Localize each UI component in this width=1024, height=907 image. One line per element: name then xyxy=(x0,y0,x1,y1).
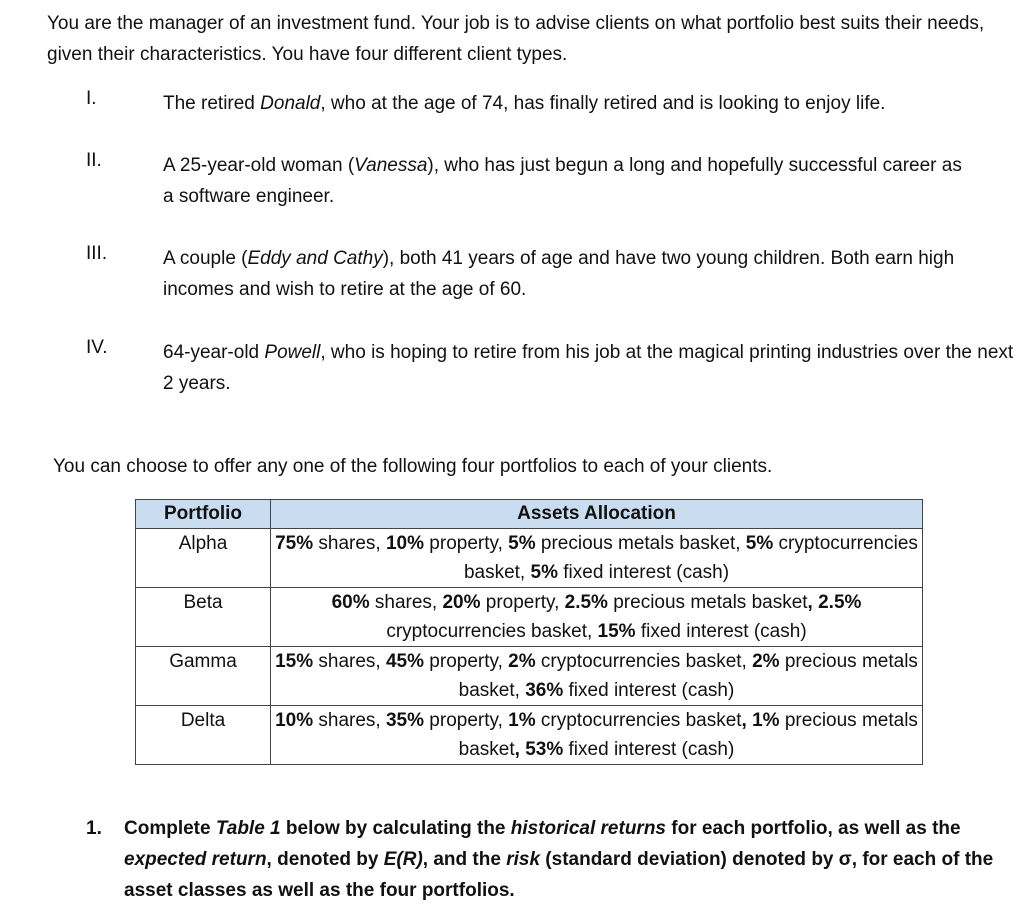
allocation-text: shares, xyxy=(313,533,386,554)
allocation-percent: , 1% xyxy=(741,710,780,731)
client-description xyxy=(163,337,1018,399)
allocation-text: shares, xyxy=(369,592,443,613)
allocation-text: precious metals basket xyxy=(458,710,918,760)
client-text-part: The retired xyxy=(163,93,261,114)
allocation-text: fixed interest (cash) xyxy=(635,621,807,642)
table-row xyxy=(136,706,923,765)
table-row xyxy=(136,529,923,588)
allocation-text: shares, xyxy=(313,651,386,672)
client-text-part: ), who has just begun a long and hopefully successful career as a software engineer. xyxy=(163,155,962,207)
allocation-text: cryptocurrencies basket, xyxy=(386,621,598,642)
allocation-percent: 5% xyxy=(530,562,558,583)
question-emphasis: historical returns xyxy=(510,818,666,839)
allocation-percent: 45% xyxy=(385,651,425,672)
question-text-part: Complete xyxy=(124,818,216,839)
allocation-cell xyxy=(271,588,923,647)
allocation-cell xyxy=(271,706,923,765)
allocation-text: property, xyxy=(424,710,509,731)
allocation-percent: 1% xyxy=(508,710,536,731)
allocation-text: fixed interest (cash) xyxy=(563,680,735,701)
table-header-row xyxy=(136,500,923,529)
client-numeral: III. xyxy=(86,243,108,264)
allocation-text: fixed interest (cash) xyxy=(557,562,730,583)
portfolio-name: Alpha xyxy=(136,529,271,588)
allocation-percent: 60% xyxy=(331,592,370,613)
question-number: 1. xyxy=(86,818,102,839)
allocation-percent: 5% xyxy=(745,533,774,554)
question-text-part: below by calculating the xyxy=(280,818,511,839)
question-emphasis: expected return xyxy=(124,849,267,870)
allocation-text: cryptocurrencies basket xyxy=(535,710,742,731)
allocation-percent: 15% xyxy=(275,651,314,672)
portfolio-allocation-table xyxy=(135,499,923,765)
question-emphasis: E(R) xyxy=(383,849,423,870)
client-numeral: I. xyxy=(86,88,97,109)
client-numeral: IV. xyxy=(86,337,108,358)
allocation-text: shares, xyxy=(313,710,386,731)
allocation-percent: 2% xyxy=(508,651,536,672)
allocation-text: property, xyxy=(424,651,509,672)
allocation-percent: 35% xyxy=(385,710,425,731)
question-emphasis: Table 1 xyxy=(215,818,281,839)
client-description xyxy=(163,243,1018,305)
client-text-part: A 25-year-old woman ( xyxy=(163,155,355,176)
client-text-part: 64-year-old xyxy=(163,342,265,363)
question-text-part: (standard deviation) denoted by σ, for each of the asset classes as well as the four portfolios. xyxy=(124,849,994,901)
allocation-percent: 36% xyxy=(525,680,564,701)
allocation-text: cryptocurrencies basket, xyxy=(535,651,753,672)
allocation-text: fixed interest (cash) xyxy=(563,739,735,760)
allocation-percent: , 2.5% xyxy=(807,592,862,613)
portfolio-column-header: Portfolio xyxy=(136,500,271,529)
client-text-part: , who at the age of 74, has finally retired and is looking to enjoy life. xyxy=(320,93,886,114)
allocation-text: precious metals basket, xyxy=(535,533,746,554)
question-text-part: , and the xyxy=(422,849,507,870)
allocation-column-header: Assets Allocation xyxy=(271,500,923,529)
client-name: Donald xyxy=(260,93,321,114)
client-name: Powell xyxy=(264,342,321,363)
allocation-percent: 2.5% xyxy=(564,592,608,613)
allocation-text: precious metals basket, xyxy=(458,651,918,701)
table-row xyxy=(136,588,923,647)
question-emphasis: risk xyxy=(506,849,541,870)
allocation-percent: 5% xyxy=(508,533,536,554)
question-text-part: for each portfolio, as well as the xyxy=(666,818,961,839)
client-text-part: ), both 41 years of age and have two young children. Both earn high incomes and wish to retire at the age of 60. xyxy=(163,248,955,300)
portfolio-name: Gamma xyxy=(136,647,271,706)
portfolio-name: Delta xyxy=(136,706,271,765)
client-numeral: II. xyxy=(86,150,102,171)
allocation-text: property, xyxy=(424,533,509,554)
client-description xyxy=(163,150,973,212)
allocation-text: precious metals basket xyxy=(607,592,808,613)
allocation-percent: 20% xyxy=(442,592,481,613)
allocation-percent: , 53% xyxy=(514,739,564,760)
client-name: Vanessa xyxy=(354,155,428,176)
client-name: Eddy and Cathy xyxy=(247,248,383,269)
question-text-part: , denoted by xyxy=(266,849,384,870)
question-text xyxy=(124,813,1004,906)
allocation-percent: 10% xyxy=(275,710,314,731)
allocation-text: property, xyxy=(480,592,565,613)
allocation-percent: 75% xyxy=(275,533,314,554)
portfolio-intro-text: You can choose to offer any one of the following four portfolios to each of your clients. xyxy=(53,456,773,477)
client-text-part: , who is hoping to retire from his job at the magical printing industries over the next 2 years. xyxy=(163,342,1014,394)
allocation-text: cryptocurrencies basket, xyxy=(463,533,918,583)
intro-paragraph: You are the manager of an investment fund. Your job is to advise clients on what portfolio best suits their needs, given their characteristics. You have four different client types. xyxy=(47,13,985,65)
allocation-cell xyxy=(271,647,923,706)
allocation-percent: 10% xyxy=(385,533,425,554)
client-description xyxy=(163,88,1018,119)
table-row xyxy=(136,647,923,706)
allocation-cell xyxy=(271,529,923,588)
portfolio-name: Beta xyxy=(136,588,271,647)
allocation-percent: 2% xyxy=(752,651,780,672)
client-text-part: A couple ( xyxy=(163,248,248,269)
allocation-percent: 15% xyxy=(597,621,636,642)
